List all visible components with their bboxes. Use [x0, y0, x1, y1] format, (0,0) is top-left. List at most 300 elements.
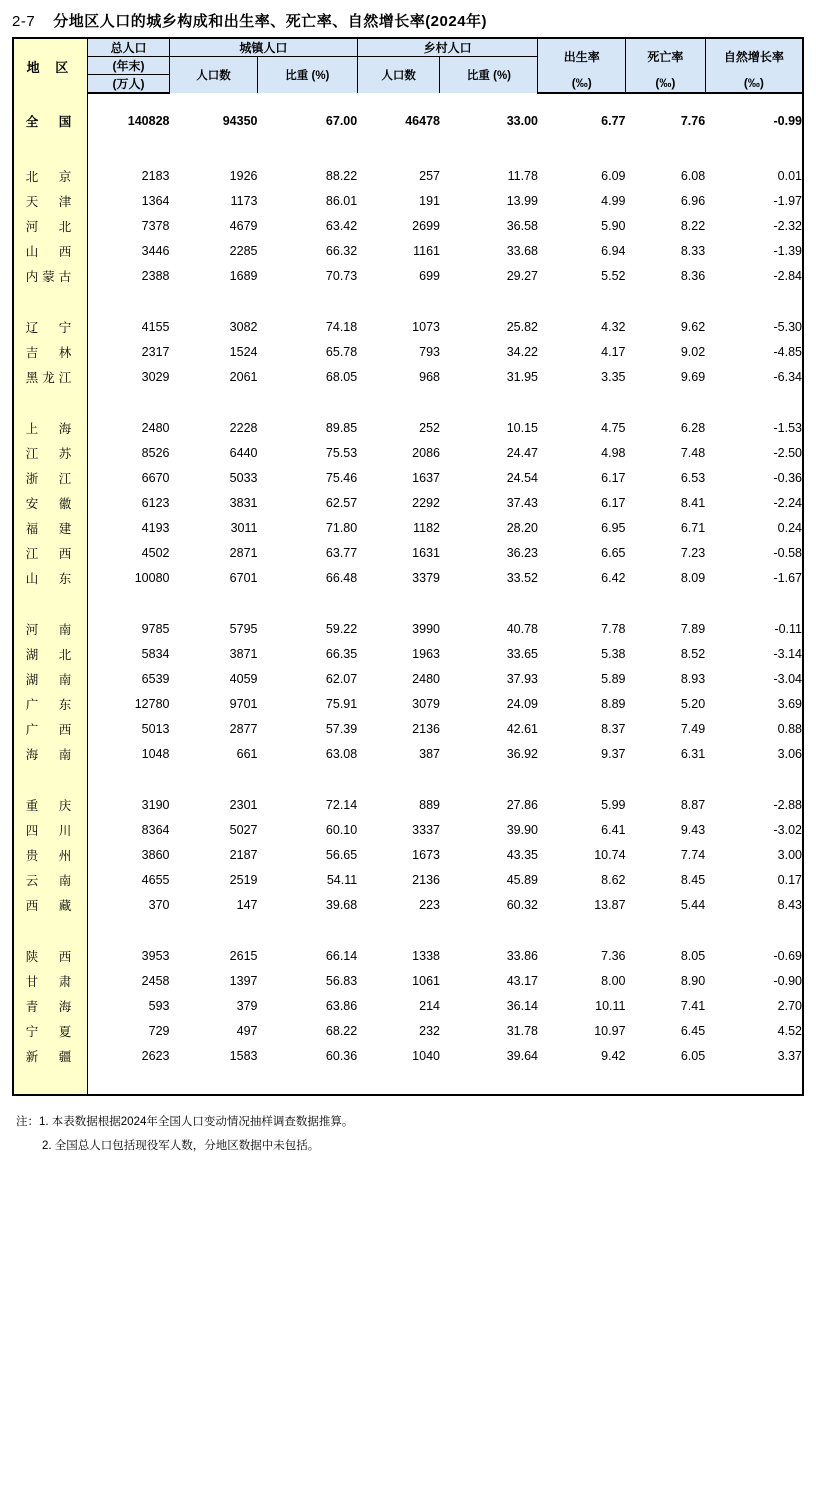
- spacer-cell: [705, 590, 803, 616]
- cell-death-rate: 8.90: [680, 973, 706, 988]
- spacer-cell: [626, 133, 706, 163]
- region-label: 北 京: [13, 163, 87, 188]
- cell-natural-growth-rate: -0.11: [705, 616, 803, 641]
- cell-rural-population: 191: [419, 193, 440, 208]
- table-row: [13, 465, 803, 490]
- spacer-cell: [626, 389, 706, 415]
- cell-natural-growth-rate: -2.50: [705, 440, 803, 465]
- cell-birth-rate: 7.78: [601, 621, 626, 636]
- cell-urban-population: 2061: [229, 369, 258, 384]
- cell-total-population: 2623: [141, 1048, 170, 1063]
- region-label: 贵 州: [13, 842, 87, 867]
- table-row: [13, 108, 803, 133]
- cell-death-rate: 6.96: [680, 193, 706, 208]
- spacer-cell: [705, 1068, 803, 1095]
- cell-rural-population: 3079: [412, 696, 440, 711]
- cell-urban-proportion: 63.86: [325, 998, 358, 1013]
- cell-rural-population: 1637: [412, 470, 440, 485]
- region-label: 重 庆: [13, 792, 87, 817]
- cell-rural-proportion: 36.23: [506, 545, 538, 560]
- cell-death-rate: 8.45: [680, 872, 706, 887]
- cell-natural-growth-rate: -6.34: [705, 364, 803, 389]
- cell-rural-proportion: 37.93: [506, 671, 538, 686]
- spacer-cell: [440, 288, 538, 314]
- spacer-cell: [626, 917, 706, 943]
- table-row: [13, 817, 803, 842]
- cell-total-population: 3953: [141, 948, 170, 963]
- spacer-region-cell: [13, 917, 87, 943]
- region-label: 西 藏: [13, 892, 87, 917]
- cell-rural-proportion: 33.86: [506, 948, 538, 963]
- spacer-region-cell: [13, 288, 87, 314]
- row-spacer: [13, 389, 803, 415]
- cell-rural-proportion: 11.78: [507, 168, 538, 183]
- cell-death-rate: 6.31: [680, 746, 706, 761]
- cell-total-population: 5013: [141, 721, 170, 736]
- cell-rural-proportion: 29.27: [506, 268, 538, 283]
- cell-rural-population: 2480: [412, 671, 440, 686]
- cell-urban-population: 2615: [229, 948, 258, 963]
- spacer-cell: [440, 389, 538, 415]
- spacer-cell: [169, 766, 257, 792]
- cell-rural-proportion: 31.95: [506, 369, 538, 384]
- table-row: [13, 238, 803, 263]
- spacer-cell: [705, 389, 803, 415]
- cell-total-population: 8364: [141, 822, 170, 837]
- spacer-cell: [87, 389, 169, 415]
- table-row: [13, 213, 803, 238]
- table-row: [13, 440, 803, 465]
- cell-death-rate: 7.48: [680, 445, 706, 460]
- cell-birth-rate: 6.77: [601, 113, 626, 128]
- region-label: 上 海: [13, 415, 87, 440]
- cell-birth-rate: 10.74: [594, 847, 626, 862]
- cell-death-rate: 9.69: [680, 369, 706, 384]
- table-row: [13, 842, 803, 867]
- cell-urban-proportion: 56.65: [325, 847, 358, 862]
- region-label: 广 西: [13, 716, 87, 741]
- header-natural-growth-unit: (‰): [705, 75, 803, 94]
- table-row: [13, 515, 803, 540]
- table-row: [13, 691, 803, 716]
- cell-rural-proportion: 45.89: [506, 872, 538, 887]
- region-label: 黑龙江: [13, 364, 87, 389]
- table-row: [13, 968, 803, 993]
- cell-birth-rate: 5.52: [601, 268, 626, 283]
- spacer-region-cell: [13, 590, 87, 616]
- cell-death-rate: 7.49: [680, 721, 706, 736]
- cell-urban-proportion: 63.77: [325, 545, 358, 560]
- cell-total-population: 6670: [141, 470, 170, 485]
- cell-urban-population: 3082: [229, 319, 258, 334]
- cell-death-rate: 8.87: [680, 797, 706, 812]
- cell-birth-rate: 10.97: [594, 1023, 626, 1038]
- header-death-rate: 死亡率: [626, 38, 706, 75]
- cell-urban-population: 3011: [230, 520, 258, 535]
- cell-rural-proportion: 33.00: [506, 113, 538, 128]
- spacer-cell: [538, 917, 626, 943]
- spacer-cell: [440, 766, 538, 792]
- cell-urban-proportion: 60.36: [325, 1048, 358, 1063]
- cell-natural-growth-rate: -2.84: [705, 263, 803, 288]
- cell-total-population: 1048: [141, 746, 170, 761]
- cell-rural-proportion: 40.78: [506, 621, 538, 636]
- cell-rural-proportion: 60.32: [506, 897, 538, 912]
- cell-total-population: 1364: [141, 193, 170, 208]
- cell-rural-population: 1631: [412, 545, 440, 560]
- cell-urban-population: 5795: [229, 621, 258, 636]
- spacer-cell: [169, 917, 257, 943]
- note-2: 2. 全国总人口包括现役军人数，分地区数据中未包括。: [42, 1140, 320, 1153]
- header-total-pop-line1: 总人口: [87, 38, 169, 57]
- spacer-cell: [626, 1068, 706, 1095]
- cell-urban-proportion: 88.22: [325, 168, 358, 183]
- cell-total-population: 4655: [141, 872, 170, 887]
- region-label: 河 南: [13, 616, 87, 641]
- cell-total-population: 2388: [141, 268, 170, 283]
- cell-rural-population: 1338: [412, 948, 440, 963]
- spacer-cell: [705, 93, 803, 108]
- cell-total-population: 2317: [141, 344, 170, 359]
- cell-death-rate: 5.44: [680, 897, 706, 912]
- cell-urban-proportion: 66.14: [325, 948, 358, 963]
- cell-urban-proportion: 66.32: [325, 243, 358, 258]
- cell-rural-proportion: 24.09: [506, 696, 538, 711]
- spacer-cell: [626, 288, 706, 314]
- spacer-cell: [357, 1068, 440, 1095]
- spacer-cell: [538, 590, 626, 616]
- header-rural-group: 乡村人口: [357, 38, 538, 57]
- cell-urban-proportion: 68.05: [325, 369, 358, 384]
- cell-rural-population: 968: [419, 369, 440, 384]
- cell-birth-rate: 6.65: [601, 545, 626, 560]
- cell-rural-population: 3990: [412, 621, 440, 636]
- spacer-cell: [169, 288, 257, 314]
- cell-death-rate: 6.28: [680, 420, 706, 435]
- cell-rural-population: 3379: [412, 570, 440, 585]
- cell-birth-rate: 8.89: [601, 696, 626, 711]
- region-label: 山 西: [13, 238, 87, 263]
- spacer-region-cell: [13, 93, 87, 108]
- cell-natural-growth-rate: 3.69: [705, 691, 803, 716]
- spacer-region-cell: [13, 766, 87, 792]
- cell-death-rate: 8.41: [680, 495, 706, 510]
- cell-birth-rate: 4.99: [601, 193, 626, 208]
- cell-total-population: 140828: [127, 113, 170, 128]
- spacer-cell: [257, 288, 357, 314]
- cell-rural-proportion: 37.43: [506, 495, 538, 510]
- cell-rural-proportion: 24.47: [506, 445, 538, 460]
- cell-rural-proportion: 36.14: [506, 998, 538, 1013]
- cell-urban-proportion: 62.07: [325, 671, 358, 686]
- cell-urban-proportion: 59.22: [325, 621, 358, 636]
- spacer-cell: [357, 590, 440, 616]
- cell-rural-proportion: 33.65: [506, 646, 538, 661]
- table-row: [13, 716, 803, 741]
- cell-rural-population: 214: [419, 998, 440, 1013]
- cell-death-rate: 8.93: [680, 671, 706, 686]
- table-row: [13, 1043, 803, 1068]
- spacer-region-cell: [13, 1068, 87, 1095]
- cell-rural-proportion: 42.61: [506, 721, 538, 736]
- cell-rural-proportion: 36.58: [506, 218, 538, 233]
- cell-urban-population: 2228: [229, 420, 258, 435]
- row-spacer: [13, 590, 803, 616]
- table-row: [13, 364, 803, 389]
- cell-birth-rate: 6.09: [601, 168, 626, 183]
- cell-natural-growth-rate: -0.58: [705, 540, 803, 565]
- cell-urban-population: 5033: [229, 470, 258, 485]
- table-row: [13, 943, 803, 968]
- cell-natural-growth-rate: -2.88: [705, 792, 803, 817]
- cell-birth-rate: 6.17: [601, 495, 626, 510]
- cell-rural-population: 1061: [412, 973, 440, 988]
- spacer-cell: [440, 93, 538, 108]
- region-label: 天 津: [13, 188, 87, 213]
- cell-death-rate: 8.52: [680, 646, 706, 661]
- cell-rural-proportion: 24.54: [506, 470, 538, 485]
- cell-death-rate: 5.20: [680, 696, 706, 711]
- cell-urban-proportion: 89.85: [325, 420, 358, 435]
- cell-urban-proportion: 56.83: [325, 973, 358, 988]
- region-label: 江 苏: [13, 440, 87, 465]
- cell-urban-population: 1583: [229, 1048, 258, 1063]
- cell-natural-growth-rate: -3.02: [705, 817, 803, 842]
- spacer-cell: [440, 133, 538, 163]
- cell-natural-growth-rate: -4.85: [705, 339, 803, 364]
- cell-total-population: 4155: [141, 319, 170, 334]
- cell-natural-growth-rate: -0.36: [705, 465, 803, 490]
- spacer-cell: [87, 590, 169, 616]
- cell-urban-population: 2877: [229, 721, 258, 736]
- cell-death-rate: 8.09: [680, 570, 706, 585]
- header-urban-group: 城镇人口: [169, 38, 357, 57]
- cell-urban-proportion: 75.91: [325, 696, 358, 711]
- cell-urban-population: 1926: [229, 168, 258, 183]
- cell-urban-population: 147: [236, 897, 258, 912]
- cell-rural-population: 699: [419, 268, 440, 283]
- cell-death-rate: 8.36: [680, 268, 706, 283]
- spacer-cell: [357, 133, 440, 163]
- cell-rural-proportion: 36.92: [506, 746, 538, 761]
- cell-birth-rate: 6.41: [601, 822, 626, 837]
- table-row: [13, 188, 803, 213]
- cell-urban-population: 5027: [229, 822, 258, 837]
- table-row: [13, 892, 803, 917]
- cell-rural-proportion: 33.52: [506, 570, 538, 585]
- cell-birth-rate: 7.36: [601, 948, 626, 963]
- cell-birth-rate: 5.99: [601, 797, 626, 812]
- note-1: 注：1. 本表数据根据2024年全国人口变动情况抽样调查数据推算。: [16, 1116, 354, 1128]
- region-label: 宁 夏: [13, 1018, 87, 1043]
- cell-rural-population: 232: [419, 1023, 440, 1038]
- cell-urban-population: 3871: [229, 646, 258, 661]
- row-spacer: [13, 917, 803, 943]
- cell-rural-population: 1963: [412, 646, 440, 661]
- cell-urban-population: 379: [236, 998, 258, 1013]
- cell-total-population: 2183: [141, 168, 170, 183]
- table-row: [13, 490, 803, 515]
- cell-urban-population: 6440: [229, 445, 258, 460]
- cell-total-population: 3029: [141, 369, 170, 384]
- cell-total-population: 8526: [141, 445, 170, 460]
- spacer-cell: [257, 133, 357, 163]
- cell-birth-rate: 5.90: [601, 218, 626, 233]
- row-spacer: [13, 93, 803, 108]
- cell-urban-proportion: 62.57: [325, 495, 358, 510]
- cell-natural-growth-rate: -1.53: [705, 415, 803, 440]
- region-label: 吉 林: [13, 339, 87, 364]
- cell-birth-rate: 4.75: [601, 420, 626, 435]
- cell-total-population: 3446: [141, 243, 170, 258]
- table-row: [13, 540, 803, 565]
- cell-urban-proportion: 57.39: [325, 721, 358, 736]
- header-birth-rate-unit: (‰): [538, 75, 626, 94]
- region-label: 浙 江: [13, 465, 87, 490]
- spacer-cell: [169, 389, 257, 415]
- cell-rural-population: 2136: [412, 872, 440, 887]
- cell-urban-population: 1524: [229, 344, 258, 359]
- header-rural-proportion: 比重 (%): [440, 57, 538, 94]
- table-body: [13, 93, 803, 1095]
- table-row: [13, 867, 803, 892]
- cell-death-rate: 7.23: [680, 545, 706, 560]
- cell-natural-growth-rate: -1.67: [705, 565, 803, 590]
- cell-urban-proportion: 86.01: [325, 193, 358, 208]
- cell-death-rate: 6.45: [680, 1023, 706, 1038]
- cell-rural-population: 387: [419, 746, 440, 761]
- cell-rural-proportion: 31.78: [506, 1023, 538, 1038]
- cell-urban-population: 2285: [229, 243, 258, 258]
- cell-total-population: 12780: [134, 696, 170, 711]
- cell-death-rate: 6.71: [680, 520, 706, 535]
- cell-natural-growth-rate: 3.37: [705, 1043, 803, 1068]
- cell-rural-population: 257: [419, 168, 440, 183]
- cell-birth-rate: 4.17: [601, 344, 626, 359]
- cell-death-rate: 8.05: [680, 948, 706, 963]
- cell-urban-proportion: 72.14: [325, 797, 358, 812]
- table-row: [13, 565, 803, 590]
- cell-urban-proportion: 60.10: [325, 822, 358, 837]
- region-label: 辽 宁: [13, 314, 87, 339]
- cell-urban-proportion: 66.48: [325, 570, 358, 585]
- cell-rural-proportion: 10.15: [506, 420, 538, 435]
- header-region: 地 区: [13, 38, 87, 93]
- spacer-cell: [538, 288, 626, 314]
- cell-rural-population: 46478: [405, 113, 440, 128]
- spacer-cell: [626, 93, 706, 108]
- cell-urban-population: 94350: [222, 113, 258, 128]
- cell-death-rate: 7.41: [680, 998, 706, 1013]
- cell-urban-proportion: 66.35: [325, 646, 358, 661]
- cell-natural-growth-rate: 4.52: [705, 1018, 803, 1043]
- cell-rural-proportion: 43.17: [506, 973, 538, 988]
- table-row: [13, 1018, 803, 1043]
- region-label: 新 疆: [13, 1043, 87, 1068]
- cell-urban-population: 9701: [229, 696, 258, 711]
- cell-rural-population: 889: [419, 797, 440, 812]
- table-row: [13, 792, 803, 817]
- row-spacer: [13, 288, 803, 314]
- cell-urban-population: 661: [236, 746, 258, 761]
- cell-rural-population: 793: [419, 344, 440, 359]
- cell-rural-population: 1073: [412, 319, 440, 334]
- cell-urban-proportion: 63.42: [325, 218, 358, 233]
- cell-urban-proportion: 74.18: [325, 319, 358, 334]
- cell-total-population: 7378: [141, 218, 170, 233]
- cell-natural-growth-rate: -1.39: [705, 238, 803, 263]
- spacer-cell: [87, 93, 169, 108]
- cell-death-rate: 7.89: [680, 621, 706, 636]
- cell-death-rate: 9.43: [680, 822, 706, 837]
- cell-rural-proportion: 33.68: [506, 243, 538, 258]
- region-label: 青 海: [13, 993, 87, 1018]
- table-row: [13, 641, 803, 666]
- cell-rural-population: 1161: [413, 243, 440, 258]
- region-label: 湖 南: [13, 666, 87, 691]
- cell-urban-population: 2301: [229, 797, 258, 812]
- spacer-cell: [357, 917, 440, 943]
- spacer-cell: [705, 288, 803, 314]
- spacer-cell: [705, 766, 803, 792]
- cell-urban-proportion: 70.73: [325, 268, 358, 283]
- table-row: [13, 666, 803, 691]
- cell-natural-growth-rate: 0.88: [705, 716, 803, 741]
- cell-urban-proportion: 75.53: [325, 445, 358, 460]
- cell-death-rate: 8.22: [680, 218, 706, 233]
- cell-urban-population: 1689: [229, 268, 258, 283]
- table-row: [13, 993, 803, 1018]
- cell-urban-population: 2519: [229, 872, 258, 887]
- cell-total-population: 9785: [141, 621, 170, 636]
- region-label: 甘 肃: [13, 968, 87, 993]
- spacer-cell: [169, 590, 257, 616]
- spacer-cell: [705, 133, 803, 163]
- cell-total-population: 6123: [141, 495, 170, 510]
- spacer-cell: [538, 766, 626, 792]
- cell-birth-rate: 4.98: [601, 445, 626, 460]
- header-natural-growth-rate: 自然增长率: [705, 38, 803, 75]
- spacer-cell: [538, 1068, 626, 1095]
- cell-birth-rate: 6.94: [601, 243, 626, 258]
- cell-rural-proportion: 28.20: [506, 520, 538, 535]
- spacer-cell: [626, 590, 706, 616]
- table-number: 2-7: [12, 13, 36, 30]
- cell-natural-growth-rate: 3.00: [705, 842, 803, 867]
- cell-natural-growth-rate: 0.17: [705, 867, 803, 892]
- cell-birth-rate: 9.42: [601, 1048, 626, 1063]
- header-total-pop-unit: (万人): [87, 75, 169, 94]
- cell-birth-rate: 9.37: [601, 746, 626, 761]
- spacer-cell: [257, 93, 357, 108]
- cell-total-population: 5834: [141, 646, 170, 661]
- row-spacer: [13, 133, 803, 163]
- table-row: [13, 163, 803, 188]
- cell-rural-population: 2699: [412, 218, 440, 233]
- header-total-pop-line2: (年末): [87, 57, 169, 75]
- cell-death-rate: 7.74: [680, 847, 706, 862]
- cell-birth-rate: 6.95: [601, 520, 626, 535]
- table-row: [13, 263, 803, 288]
- cell-natural-growth-rate: -0.69: [705, 943, 803, 968]
- cell-rural-population: 2292: [412, 495, 440, 510]
- cell-natural-growth-rate: -0.90: [705, 968, 803, 993]
- region-label: 内蒙古: [13, 263, 87, 288]
- spacer-cell: [87, 917, 169, 943]
- spacer-cell: [87, 1068, 169, 1095]
- cell-natural-growth-rate: 3.06: [705, 741, 803, 766]
- cell-natural-growth-rate: -3.14: [705, 641, 803, 666]
